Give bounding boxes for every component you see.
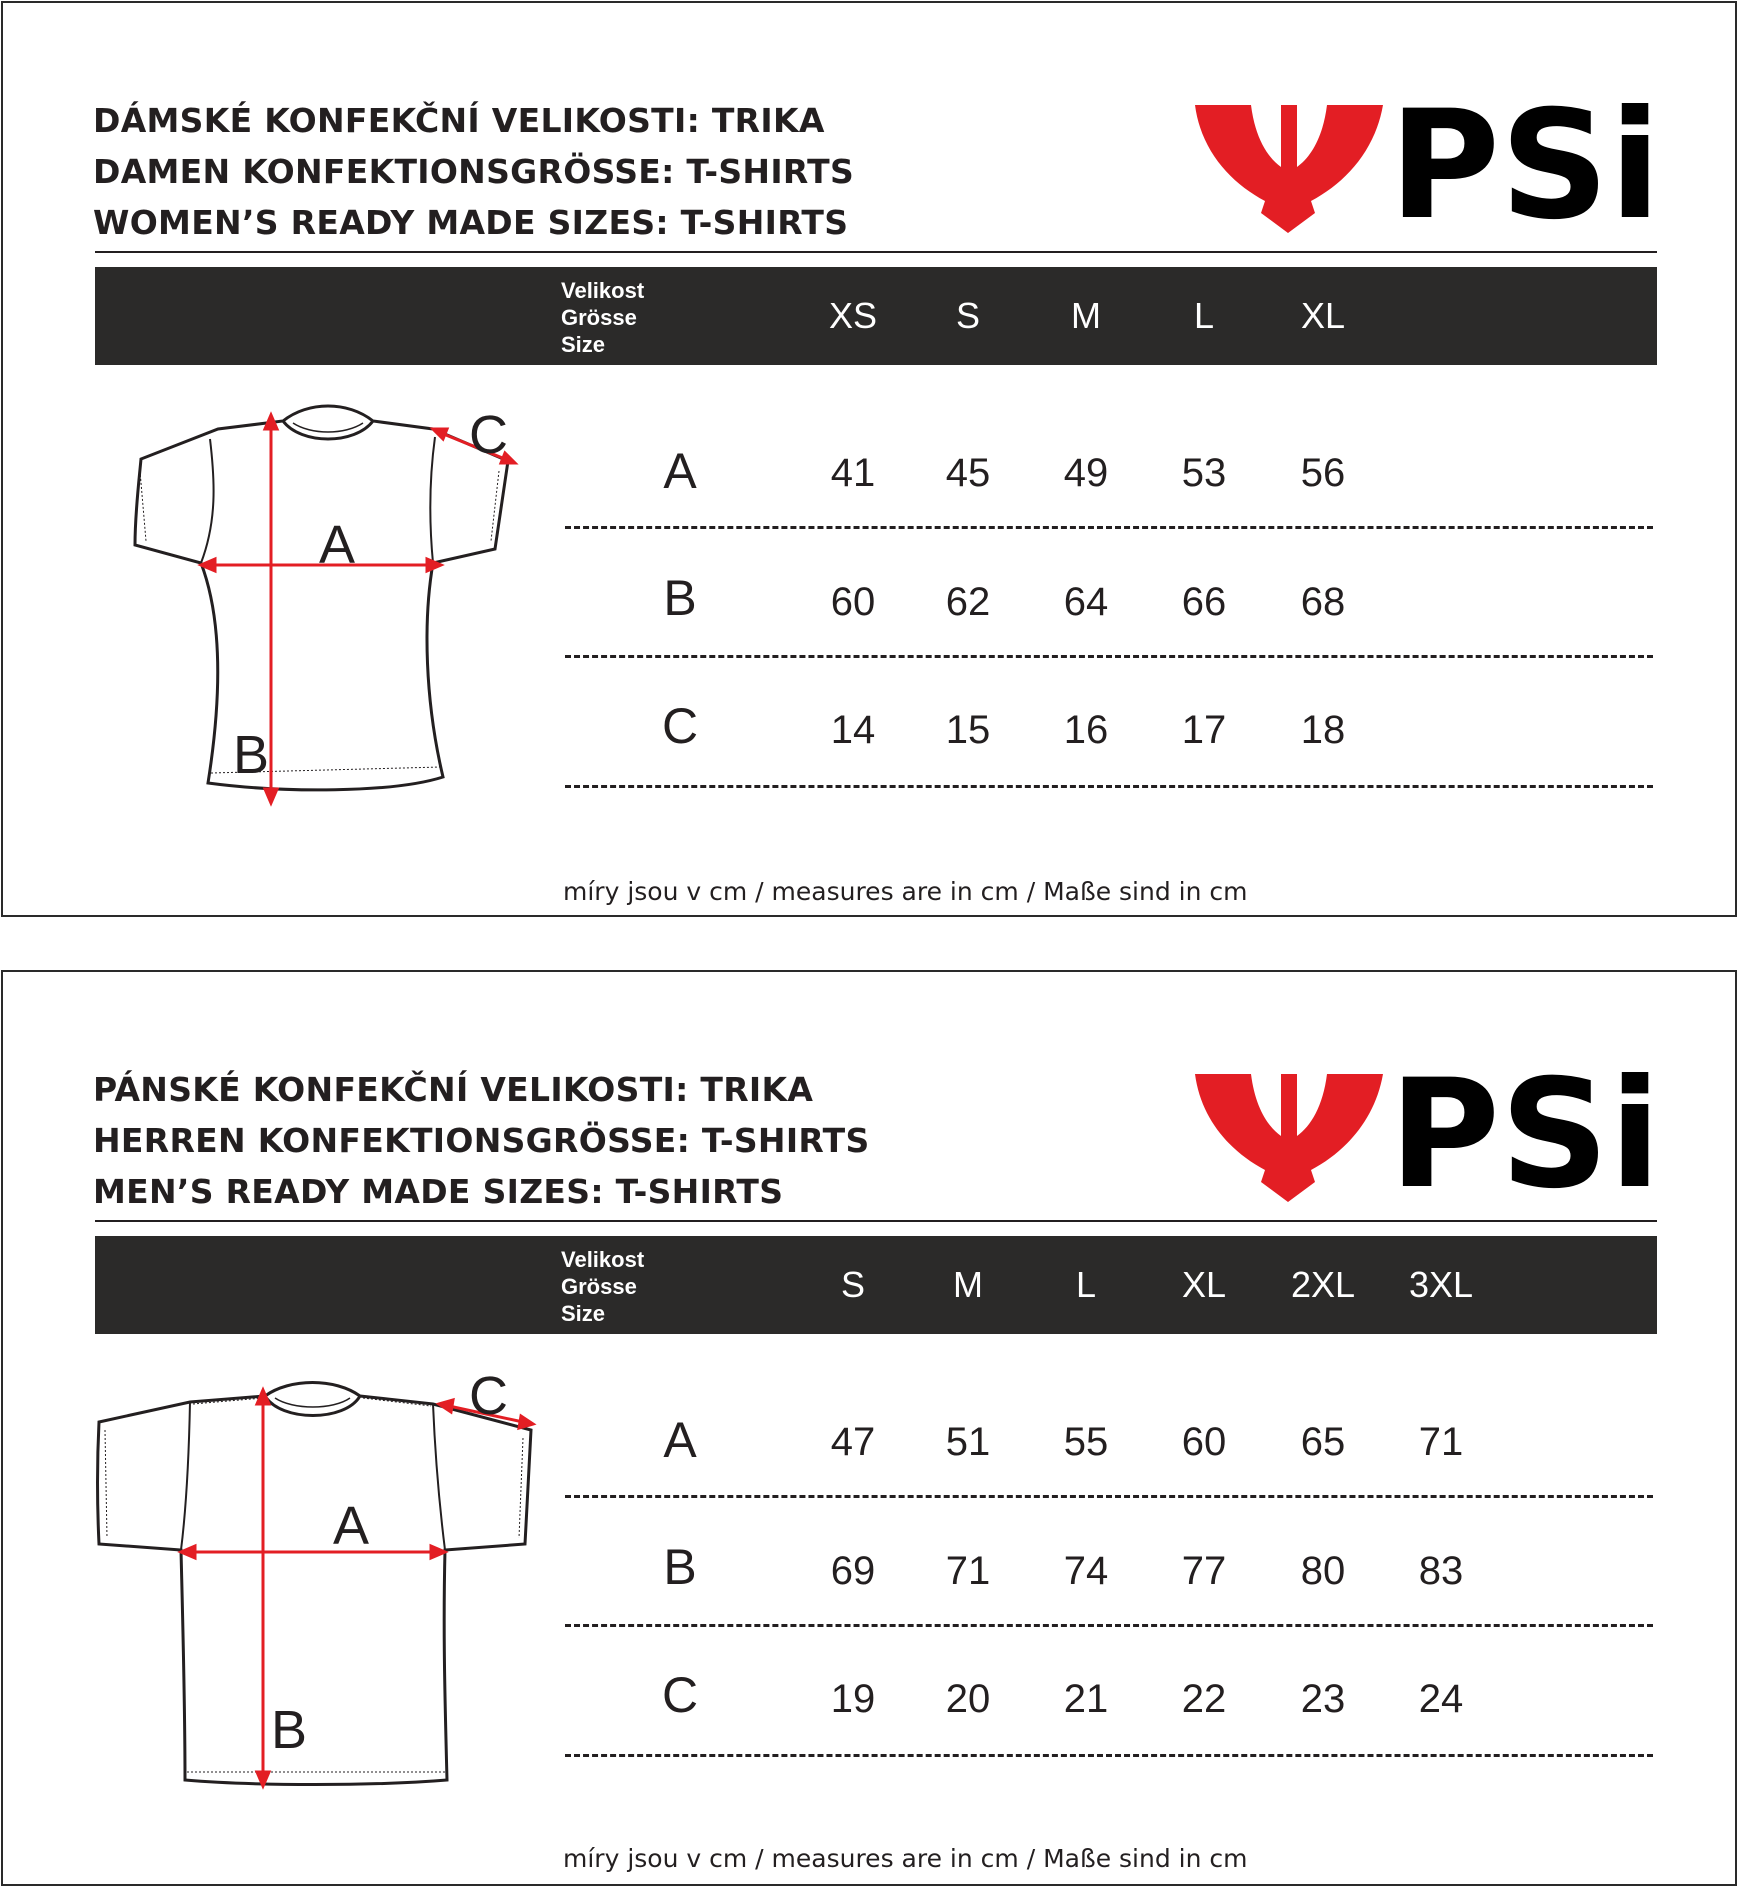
cell-a-xs: 41: [830, 451, 876, 495]
cell-a-s: 45: [945, 451, 991, 495]
caption-size: Size: [561, 332, 606, 357]
size-header-bar: [95, 1236, 1657, 1334]
size-xl: XL: [1181, 1264, 1227, 1305]
units-note: míry jsou v cm / measures are in cm / Maße sind in cm: [563, 877, 1248, 906]
cell-b-m: 64: [1063, 580, 1109, 624]
women-size-chart: [1, 1, 1737, 917]
size-s: S: [955, 295, 980, 336]
psi-logo-graphic: [1193, 1068, 1665, 1202]
shirt-outline: [98, 1383, 532, 1785]
title-rule: [95, 1220, 1657, 1222]
cell-a-l: 55: [1063, 1420, 1109, 1464]
cell-c-2xl: 23: [1300, 1677, 1346, 1721]
shirt-outline: [135, 406, 508, 790]
size-caption: [561, 277, 644, 358]
row-divider: [565, 1495, 1653, 1498]
cell-c-l: 17: [1181, 708, 1227, 752]
men-shirt-diagram: [95, 1366, 545, 1802]
logo-wordmark: PSi: [1389, 1068, 1661, 1202]
cell-b-l: 66: [1181, 580, 1227, 624]
title-czech: PÁNSKÉ KONFEKČNÍ VELIKOSTI: TRIKA: [93, 1070, 814, 1109]
cell-b-m: 71: [945, 1549, 991, 1593]
title-english: WOMEN’S READY MADE SIZES: T-SHIRTS: [93, 203, 849, 242]
cell-c-xl: 22: [1181, 1677, 1227, 1721]
cell-a-m: 49: [1063, 451, 1109, 495]
row-label-a: A: [663, 443, 697, 499]
size-header-bar: [95, 267, 1657, 365]
label-c: C: [469, 1366, 508, 1426]
row-divider: [565, 655, 1653, 658]
caption-grosse: Grösse: [561, 305, 637, 330]
label-c: C: [469, 405, 508, 465]
cell-c-s: 15: [945, 708, 991, 752]
cell-c-m: 16: [1063, 708, 1109, 752]
row-divider: [565, 526, 1653, 529]
caption-velikost: Velikost: [561, 278, 645, 303]
size-l: L: [1193, 295, 1215, 336]
row-label-c: C: [661, 1667, 699, 1723]
title-german: HERREN KONFEKTIONSGRÖSSE: T-SHIRTS: [93, 1121, 870, 1160]
cell-b-s: 62: [945, 580, 991, 624]
cell-a-xl: 56: [1300, 451, 1346, 495]
row-label-a: A: [663, 1412, 697, 1468]
caption-velikost: Velikost: [561, 1247, 645, 1272]
title-english: MEN’S READY MADE SIZES: T-SHIRTS: [93, 1172, 784, 1211]
title-rule: [95, 251, 1657, 253]
psi-logo: [1193, 1068, 1665, 1202]
size-m: M: [953, 1264, 983, 1305]
cell-c-m: 20: [945, 1677, 991, 1721]
title-german: DAMEN KONFEKTIONSGRÖSSE: T-SHIRTS: [93, 152, 855, 191]
row-label-b: B: [663, 1539, 697, 1595]
cell-b-2xl: 80: [1300, 1549, 1346, 1593]
cell-b-3xl: 83: [1418, 1549, 1464, 1593]
logo-wordmark: PSi: [1389, 99, 1661, 233]
size-3xl: 3XL: [1408, 1264, 1474, 1305]
women-title: [93, 95, 854, 248]
cell-b-xs: 60: [830, 580, 876, 624]
cell-c-l: 21: [1063, 1677, 1109, 1721]
title-czech: DÁMSKÉ KONFEKČNÍ VELIKOSTI: TRIKA: [93, 101, 825, 140]
label-a: A: [319, 515, 356, 575]
men-title: [93, 1064, 870, 1217]
cell-a-l: 53: [1181, 451, 1227, 495]
row-label-b: B: [663, 570, 697, 626]
psi-logo-graphic: [1193, 99, 1665, 233]
label-b: B: [233, 725, 270, 785]
cell-a-xl: 60: [1181, 1420, 1227, 1464]
row-divider: [565, 1624, 1653, 1627]
cell-c-xl: 18: [1300, 708, 1346, 752]
cell-c-s: 19: [830, 1677, 876, 1721]
cell-a-s: 47: [830, 1420, 876, 1464]
women-shirt-diagram: [133, 401, 533, 821]
cell-b-xl: 68: [1300, 580, 1346, 624]
size-xl: XL: [1300, 295, 1346, 336]
cell-c-3xl: 24: [1418, 1677, 1464, 1721]
row-divider: [565, 1754, 1653, 1757]
men-size-chart: [1, 970, 1737, 1886]
caption-size: Size: [561, 1301, 606, 1326]
cell-c-xs: 14: [830, 708, 876, 752]
size-caption: [561, 1246, 644, 1327]
units-note: míry jsou v cm / measures are in cm / Maße sind in cm: [563, 1844, 1248, 1873]
cell-a-m: 51: [945, 1420, 991, 1464]
size-xs: XS: [828, 295, 878, 336]
caption-grosse: Grösse: [561, 1274, 637, 1299]
cell-a-2xl: 65: [1300, 1420, 1346, 1464]
row-label-c: C: [661, 698, 699, 754]
size-s: S: [840, 1264, 865, 1305]
cell-b-l: 74: [1063, 1549, 1109, 1593]
size-m: M: [1071, 295, 1101, 336]
psi-logo: [1193, 99, 1665, 233]
cell-b-s: 69: [830, 1549, 876, 1593]
label-b: B: [271, 1700, 308, 1760]
cell-b-xl: 77: [1181, 1549, 1227, 1593]
row-divider: [565, 785, 1653, 788]
label-a: A: [333, 1496, 370, 1556]
size-l: L: [1075, 1264, 1097, 1305]
cell-a-3xl: 71: [1418, 1420, 1464, 1464]
size-2xl: 2XL: [1290, 1264, 1356, 1305]
